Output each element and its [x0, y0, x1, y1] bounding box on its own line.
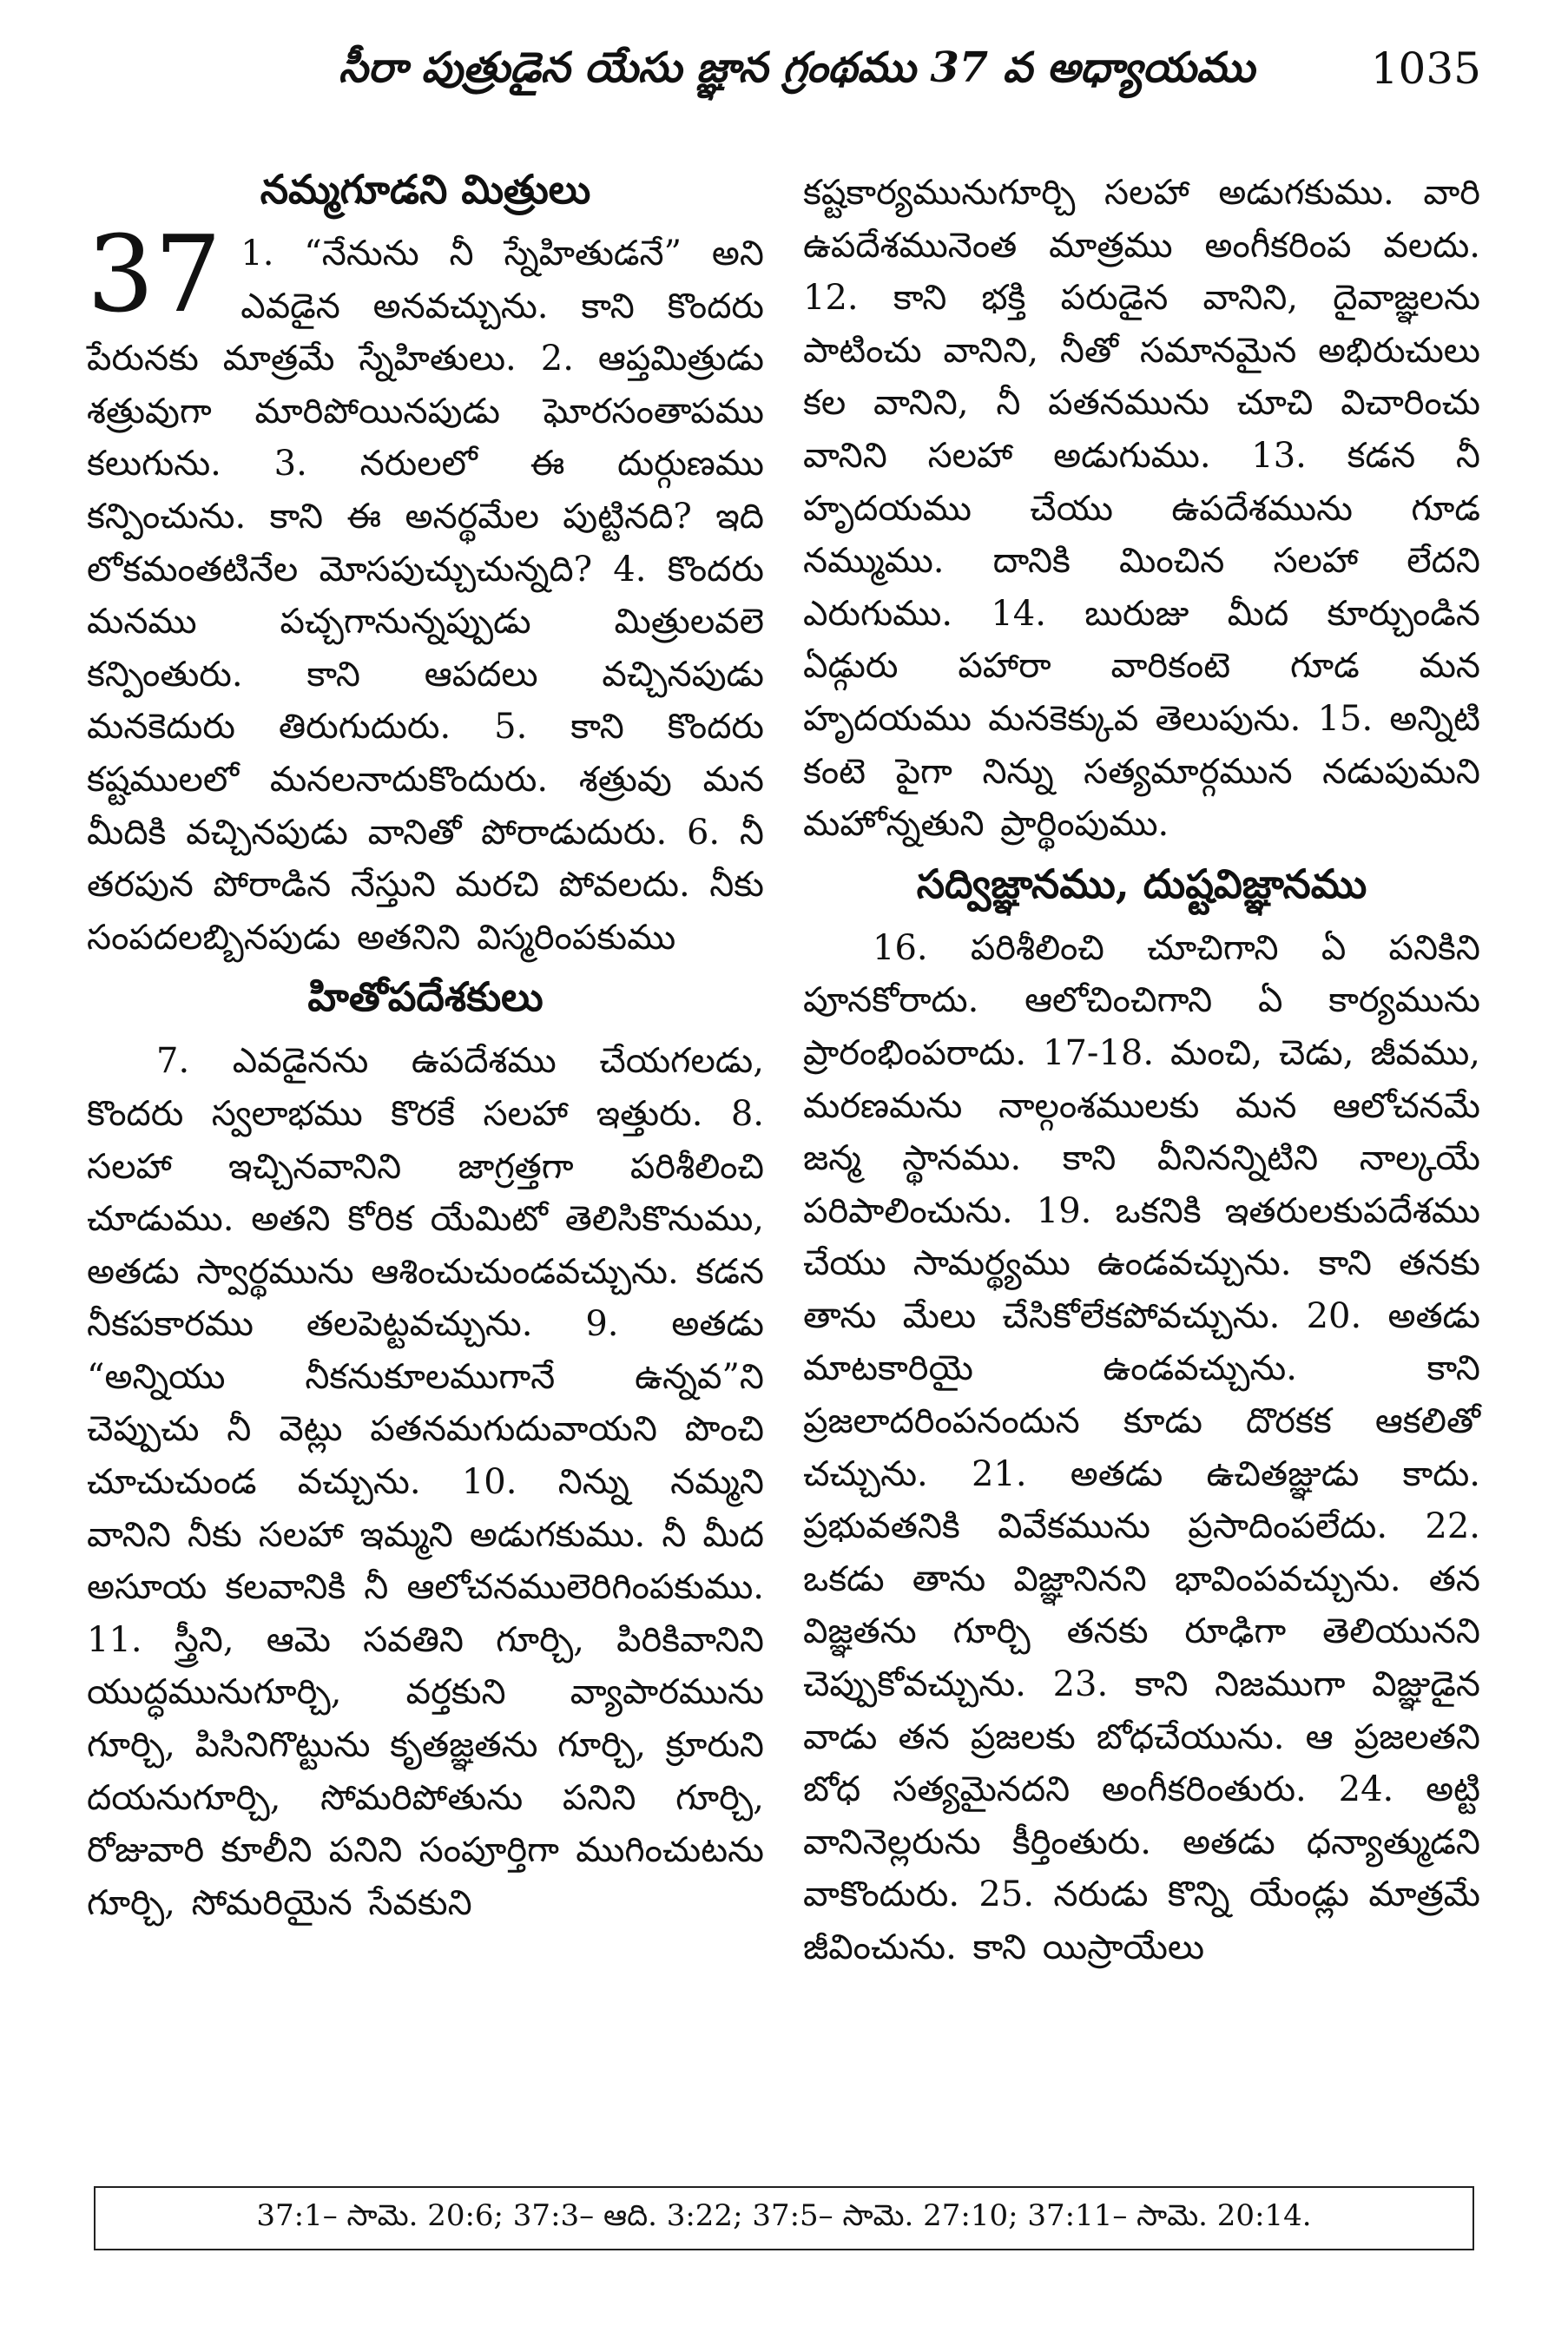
footnote-references: 37:1– సామె. 20:6; 37:3– ఆది. 3:22; 37:5– సామె. 27:10; 37:11– సామె. 20:14. [256, 2198, 1312, 2233]
running-title: సీరా పుత్రుడైన యేసు జ్ఞాన గ్రంథము 37 వ అధ్యాయము [339, 43, 1255, 92]
section-heading-true-and-false-wisdom: సద్విజ్ఞానము, దుష్టవిజ్ఞానము [916, 860, 1367, 907]
paragraph-text: 1. “నేనును నీ స్నేహితుడనే” అని ఎవడైన అనవచ్చును. కాని కొందరు పేరునకు మాత్రమే స్నేహితులు. 2. ఆప్తమిత్రుడు శత్రువుగా మారిపోయినపుడు ఘోరసంతాపము కలుగును. 3. నరులలో ఈ దుర్గుణము కన్పించును. కాని ఈ అనర్థమేల పుట్టినది? ఇది లోకమంతటినేల మోసపుచ్చుచున్నది? 4. కొందరు మనము పచ్చగానున్నప్పుడు మిత్రులవలె కన్పింతురు. కాని ఆపదలు వచ్చినపుడు మనకెదురు తిరుగుదురు. 5. కాని కొందరు కష్టములలో మనలనాదుకొందురు. శత్రువు మన మీదికి వచ్చినపుడు వానితో పోరాడుదురు. 6. నీ తరపున పోరాడిన నేస్తుని మరచి పోవలదు. నీకు సంపదలబ్బినపుడు అతనిని విస్మరింపకుము [87, 234, 764, 958]
section-heading-untrustworthy-friends: నమ్మగూడని మిత్రులు [260, 166, 591, 213]
paragraph-verses-7-11: 7. ఎవడైనను ఉపదేశము చేయగలడు, కొందరు స్వలాభము కొరకే సలహా ఇత్తురు. 8. సలహా ఇచ్చినవానిని జాగ్రత్తగా పరిశీలించి చూడుము. అతని కోరిక యేమిటో తెలిసికొనుము, అతడు స్వార్థమును ఆశించుచుండవచ్చును. కడన నీకపకారము తలపెట్టవచ్చును. 9. అతడు “అన్నియు నీకనుకూలముగానే ఉన్నవ”ని చెప్పుచు నీ వెట్లు పతనమగుదువాయని పొంచి చూచుచుండ వచ్చును. 10. నిన్ను నమ్మని వానిని నీకు సలహా ఇమ్మని అడుగకుము. నీ మీద అసూయ కలవానికి నీ ఆలోచనములెరిగింపకుము. 11. స్త్రీని, ఆమె సవతిని గూర్చి, పిరికివానిని యుద్ధమునుగూర్చి, వర్తకుని వ్యాపారమును గూర్చి, పిసినిగొట్టును కృతజ్ఞతను గూర్చి, క్రూరుని దయనుగూర్చి, సోమరిపోతును పనిని గూర్చి, రోజువారి కూలీని పనిని సంపూర్తిగా ముగించుటను గూర్చి, సోమరియైన సేవకుని [87, 1041, 764, 1923]
right-column [803, 167, 1480, 1974]
section-heading-counselors: హితోపదేశకులు [307, 973, 544, 1021]
paragraph-verses-16-25: 16. పరిశీలించి చూచిగాని ఏ పనికిని పూనకోరాదు. ఆలోచించిగాని ఏ కార్యమును ప్రారంభింపరాదు. 17-18. మంచి, చెడు, జీవము, మరణమను నాల్గంశములకు మన ఆలోచనమే జన్మ స్థానము. కాని వీనినన్నిటిని నాల్కయే పరిపాలించును. 19. ఒకనికి ఇతరులకుపదేశము చేయు సామర్థ్యము ఉండవచ్చును. కాని తనకు తాను మేలు చేసికోలేకపోవచ్చును. 20. అతడు మాటకారియై ఉండవచ్చును. కాని ప్రజలాదరింపనందున కూడు దొరకక ఆకలితో చచ్చును. 21. అతడు ఉచితజ్ఞుడు కాదు. ప్రభువతనికి వివేకమును ప్రసాదింపలేదు. 22. ఒకడు తాను విజ్ఞానినని భావింపవచ్చును. తన విజ్ఞతను గూర్చి తనకు రూఢిగా తెలియునని చెప్పుకోవచ్చును. 23. కాని నిజముగా విజ్ఞుడైన వాడు తన ప్రజలకు బోధచేయును. ఆ ప్రజలతని బోధ సత్యమైనదని అంగీకరింతురు. 24. అట్టి వానినెల్లరును కీర్తింతురు. అతడు ధన్యాత్ముడని వాకొందురు. 25. నరుడు కొన్ని యేండ్లు మాత్రమే జీవించును. కాని యిస్రాయేలు [803, 927, 1480, 1967]
page-number: 1035 [1370, 43, 1481, 94]
left-column [87, 156, 764, 1929]
footnote-box [94, 2186, 1474, 2250]
page-header [87, 35, 1481, 113]
chapter-number: 37 [87, 213, 222, 336]
paragraph-verses-1-6 [87, 213, 764, 964]
paragraph-verses-11-15: కష్టకార్యమునుగూర్చి సలహా అడుగకుము. వారి ఉపదేశమునెంత మాత్రము అంగీకరింప వలదు. 12. కాని భక్తి పరుడైన వానిని, దైవాజ్ఞలను పాటించు వానిని, నీతో సమానమైన అభిరుచులు కల వానిని, నీ పతనమును చూచి విచారించు వానిని సలహా అడుగుము. 13. కడన నీ హృదయము చేయు ఉపదేశమును గూడ నమ్ముము. దానికి మించిన సలహా లేదని ఎరుగుము. 14. బురుజు మీద కూర్చుండిన ఏడ్గురు పహారా వారికంటె గూడ మన హృదయము మనకెక్కువ తెలుపును. 15. అన్నిటి కంటె పైగా నిన్ను సత్యమార్గమున నడుపుమని మహోన్నతుని ప్రార్థింపుము. [803, 173, 1480, 845]
